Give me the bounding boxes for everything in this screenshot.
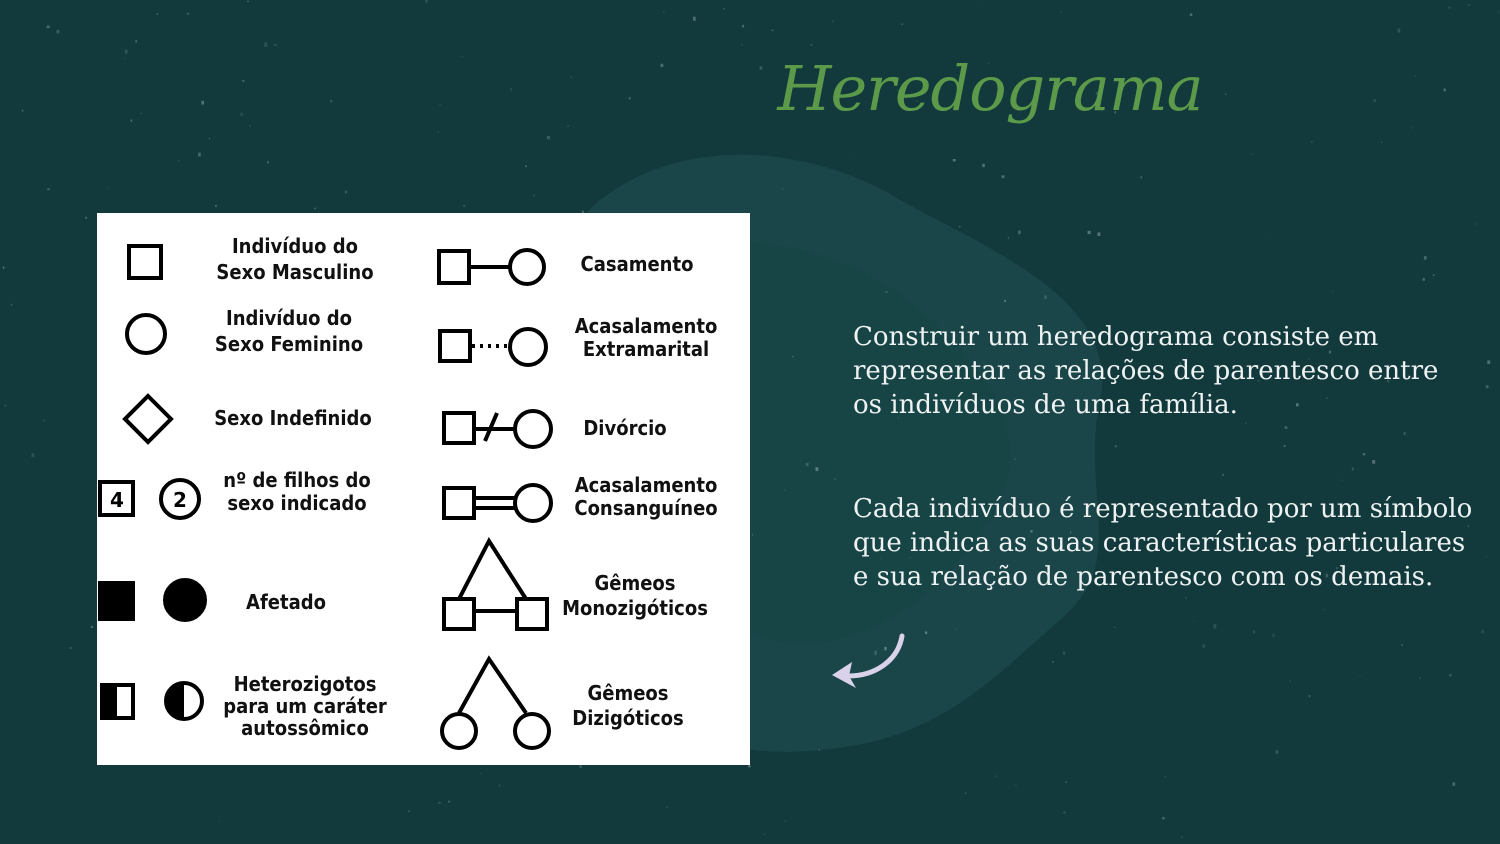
label-children-count: nº de filhos do sexo indicado bbox=[223, 468, 371, 515]
divorce-symbol-icon bbox=[444, 411, 551, 447]
extramarital-symbol-icon bbox=[440, 329, 546, 365]
label-marriage: Casamento bbox=[580, 252, 694, 276]
paragraph-construction: Construir um heredograma consiste em representar as relações de parentesco entre os indivíduos de uma família. bbox=[853, 322, 1439, 420]
female-circle-icon bbox=[127, 315, 165, 353]
pedigree-legend-figure bbox=[97, 213, 750, 765]
label-undefined-sex: Sexo Indefinido bbox=[214, 406, 372, 430]
monozygotic-twins-symbol-icon bbox=[444, 541, 547, 629]
label-divorce: Divórcio bbox=[583, 416, 667, 440]
label-monozygotic: Gêmeos Monozigóticos bbox=[562, 571, 708, 620]
label-female: Indivíduo do Sexo Feminino bbox=[214, 306, 364, 356]
label-male: Indivíduo do Sexo Masculino bbox=[216, 234, 374, 284]
label-dizygotic: Gêmeos Dizigóticos bbox=[572, 681, 684, 730]
undefined-sex-diamond-icon bbox=[125, 396, 171, 442]
label-heterozygous: Heterozigotos para um caráter autossômico bbox=[223, 672, 387, 740]
page-title: Heredograma bbox=[777, 52, 1203, 125]
female-count-number: 2 bbox=[173, 488, 187, 512]
dizygotic-twins-symbol-icon bbox=[442, 659, 549, 748]
male-square-icon bbox=[129, 246, 161, 278]
consanguineous-symbol-icon bbox=[444, 485, 551, 521]
curved-arrow-icon bbox=[826, 630, 916, 694]
label-consanguineous: Acasalamento Consanguíneo bbox=[574, 473, 718, 520]
affected-male-square-icon bbox=[100, 583, 133, 619]
marriage-symbol-icon bbox=[439, 250, 544, 284]
label-affected: Afetado bbox=[246, 590, 326, 614]
label-extramarital: Acasalamento Extramarital bbox=[574, 314, 718, 361]
paragraph-symbols: Cada indivíduo é representado por um símbolo que indica as suas características particulares e sua relação de parentesco com os demais. bbox=[853, 494, 1473, 592]
affected-female-circle-icon bbox=[165, 580, 205, 620]
male-count-number: 4 bbox=[110, 488, 124, 512]
